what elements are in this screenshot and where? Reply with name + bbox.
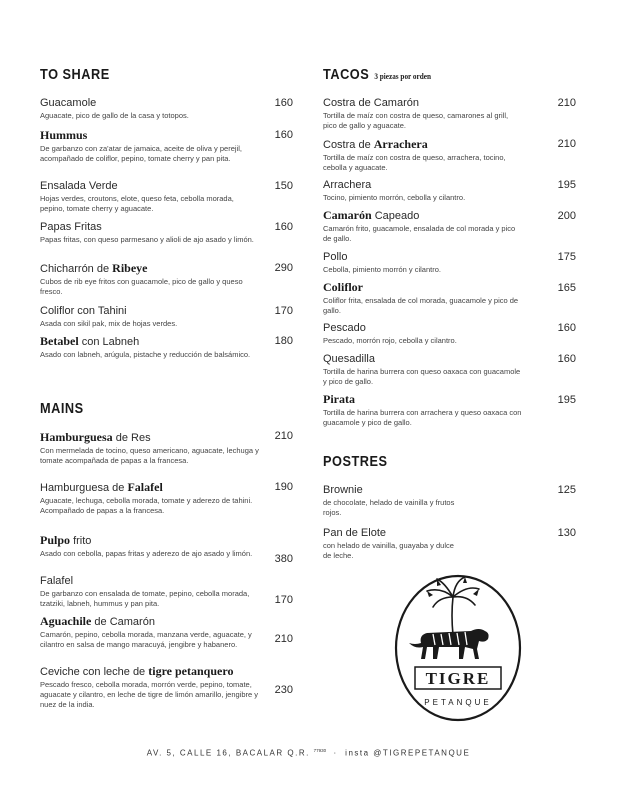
logo-word: TIGRE [425,669,491,688]
item-price: 230 [274,684,293,696]
footer [0,748,617,758]
menu-item: Coliflor con Tahini Asada con sikil pak, mix de hojas verdes. [40,305,178,328]
item-price: 290 [274,262,293,274]
menu-item: Falafel De garbanzo con ensalada de tomate, pepino, cebolla morada, tzatziki, labneh, hummus y pan pita. [40,575,250,608]
menu-item: Costra de Arrachera Tortilla de maíz con costra de queso, arrachera, tocino, cebolla y aguacate. [323,137,506,172]
menu-item: Pollo Cebolla, pimiento morrón y cilantro. [323,251,441,274]
footer-zip: 77930 [313,748,327,753]
menu-item: Betabel con Labneh Asado con labneh, arúgula, pistache y reducción de balsámico. [40,334,251,359]
menu-item: Aguachile de Camarón Camarón, pepino, cebolla morada, manzana verde, aguacate, y cilantro en salsa de mango maracuyá, jengibre y habanero. [40,614,252,649]
item-price: 160 [557,353,576,365]
tacos-heading: TACOS 3 piezas por orden [323,66,432,83]
menu-item: Brownie de chocolate, helado de vainilla y frutos rojos. [323,484,455,517]
menu-item: Coliflor Coliflor frita, ensalada de col morada, guacamole y pico de gallo. [323,280,519,315]
item-price: 160 [274,221,293,233]
item-price: 380 [274,553,293,565]
item-price: 195 [557,394,576,406]
menu-item: Pulpo frito Asado con cebolla, papas fritas y aderezo de ajo asado y limón. [40,533,253,558]
footer-address: AV. 5, CALLE 16, BACALAR Q.R. [146,748,310,758]
menu-item: Hamburguesa de Res Con mermelada de tocino, queso americano, aguacate, lechuga y tomate acompañada de papas a la francesa. [40,430,259,465]
menu-item: Pan de Elote con helado de vainilla, guayaba y dulce de leche. [323,527,454,560]
item-price: 130 [557,527,576,539]
item-price: 165 [557,282,576,294]
menu-item: Ceviche con leche de tigre petanquero Pescado fresco, cebolla morada, morrón verde, pepino, tomate, aguacate y cilantro, en leche de tigre de limón amarillo, jengibre y nuez de la india. [40,664,259,709]
item-price: 210 [557,97,576,109]
footer-separator: · [333,748,338,758]
menu-item: Chicharrón de Ribeye Cubos de rib eye fritos con guacamole, pico de gallo y queso fresco. [40,261,243,296]
item-price: 170 [274,305,293,317]
tacos-subtitle: 3 piezas por orden [374,71,432,81]
menu-item: Ensalada Verde Hojas verdes, croutons, elote, queso feta, cebolla morada, pepino, tomate cherry y aguacate. [40,180,234,213]
menu-item: Quesadilla Tortilla de harina burrera con queso oaxaca con guacamole y pico de gallo. [323,353,521,386]
item-price: 210 [557,138,576,150]
item-price: 210 [274,633,293,645]
item-price: 150 [274,180,293,192]
logo-subword: PETANQUE [424,698,492,707]
item-price: 160 [274,97,293,109]
logo-emblem-icon [393,573,523,723]
menu-item: Camarón Capeado Camarón frito, guacamole, ensalada de col morada y pico de gallo. [323,208,516,243]
item-price: 160 [557,322,576,334]
item-price: 195 [557,179,576,191]
postres-heading: POSTRES [323,453,388,470]
item-price: 180 [274,335,293,347]
item-price: 190 [274,481,293,493]
item-price: 175 [557,251,576,263]
menu-item: Pescado Pescado, morrón rojo, cebolla y cilantro. [323,322,457,345]
menu-item: Pirata Tortilla de harina burrera con arrachera y queso oaxaca con guacamole y pico de gallo. [323,392,522,427]
to-share-heading: TO SHARE [40,66,110,83]
item-price: 160 [274,129,293,141]
menu-item: Papas Fritas Papas fritas, con queso parmesano y alioli de ajo asado y limón. [40,221,254,244]
menu-item: Hamburguesa de Falafel Aguacate, lechuga, cebolla morada, tomate y aderezo de tahini. Acompañado de papas a la francesa. [40,480,253,515]
item-price: 200 [557,210,576,222]
menu-item: Hummus De garbanzo con za'atar de jamaica, aceite de oliva y perejil, acompañado de coliflor, pepino, tomate cherry y pan pita. [40,128,242,163]
item-price: 170 [274,594,293,606]
instagram-link[interactable]: insta @TIGREPETANQUE [345,748,471,758]
menu-item: Arrachera Tocino, pimiento morrón, cebolla y cilantro. [323,179,466,202]
menu-item: Guacamole Aguacate, pico de gallo de la casa y totopos. [40,97,189,120]
tigre-petanque-logo [393,573,523,723]
item-price: 125 [557,484,576,496]
mains-heading: MAINS [40,400,84,417]
menu-item: Costra de Camarón Tortilla de maíz con costra de queso, camarones al grill, pico de gallo y aguacate. [323,97,509,130]
item-price: 210 [274,430,293,442]
